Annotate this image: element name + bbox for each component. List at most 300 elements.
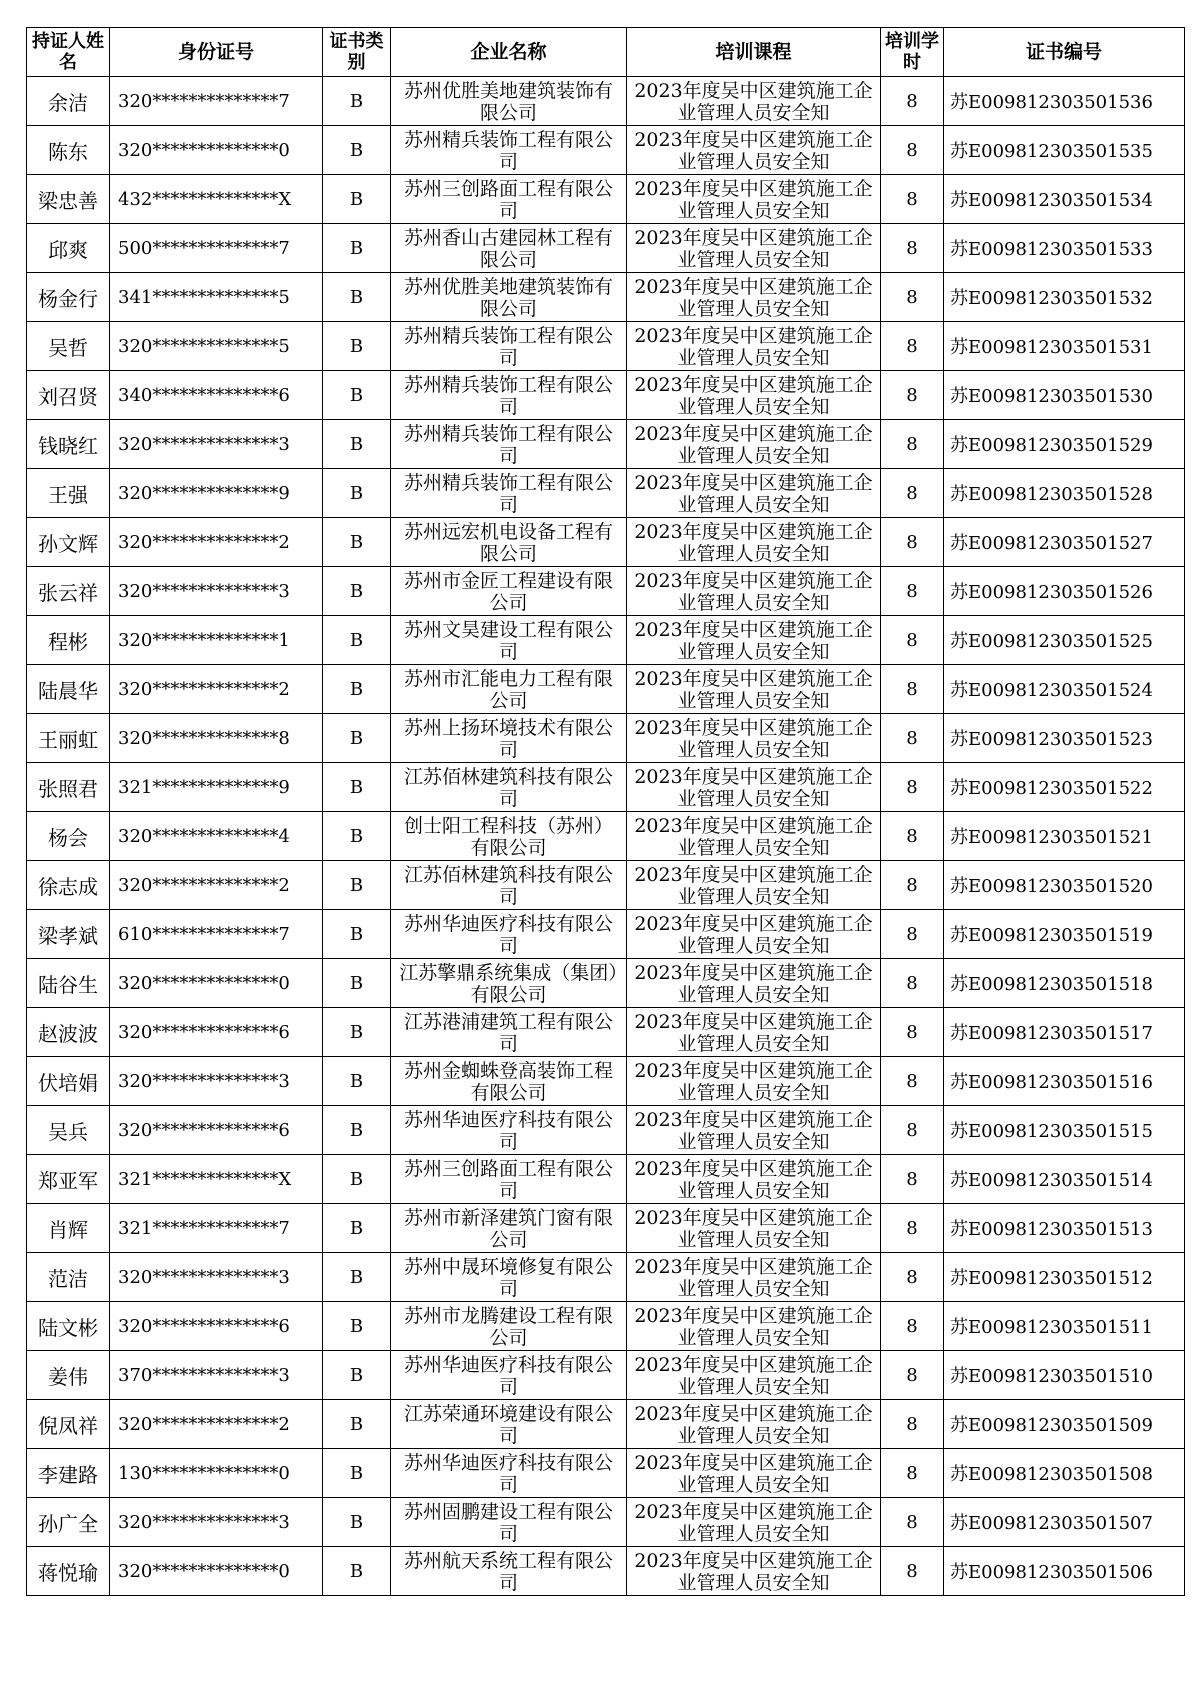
company-name-cell (391, 1302, 627, 1351)
certificate-number-cell: 苏E009812303501513 (944, 1204, 1185, 1253)
training-hours-cell: 8 (881, 469, 944, 518)
company-name-cell-text: 苏州精兵装饰工程有限公司 (403, 374, 613, 418)
certificate-number-cell: 苏E009812303501529 (944, 420, 1185, 469)
company-name-cell-text: 苏州华迪医疗科技有限公司 (403, 913, 613, 957)
training-hours-cell: 8 (881, 812, 944, 861)
training-hours-cell: 8 (881, 77, 944, 126)
training-course-cell (627, 1106, 881, 1155)
table-row (27, 1302, 1185, 1351)
company-name-cell (391, 910, 627, 959)
holder-name-cell: 陆晨华 (27, 665, 110, 714)
company-name-cell-text: 苏州精兵装饰工程有限公司 (403, 423, 613, 467)
id-number-cell: 320**************0 (110, 126, 323, 175)
training-course-cell (627, 1547, 881, 1596)
table-header (27, 28, 1185, 77)
certificate-category-cell: B (323, 469, 391, 518)
id-number-cell: 320**************2 (110, 665, 323, 714)
training-course-cell (627, 1498, 881, 1547)
training-course-cell (627, 959, 881, 1008)
training-course-cell-text: 2023年度吴中区建筑施工企业管理人员安全知 (634, 1305, 873, 1349)
training-course-cell (627, 1351, 881, 1400)
certificate-number-cell: 苏E009812303501532 (944, 273, 1185, 322)
holder-name-cell: 范洁 (27, 1253, 110, 1302)
training-hours-cell: 8 (881, 322, 944, 371)
certificate-number-cell: 苏E009812303501519 (944, 910, 1185, 959)
table-row (27, 175, 1185, 224)
table-row (27, 322, 1185, 371)
certificate-number-cell: 苏E009812303501508 (944, 1449, 1185, 1498)
certificate-category-cell: B (323, 1449, 391, 1498)
training-hours-cell: 8 (881, 1351, 944, 1400)
company-name-cell-text: 创士阳工程科技（苏州）有限公司 (403, 815, 613, 859)
holder-name-cell: 钱晓红 (27, 420, 110, 469)
training-course-cell-text: 2023年度吴中区建筑施工企业管理人员安全知 (634, 80, 873, 124)
company-name-cell-text: 苏州文昊建设工程有限公司 (403, 619, 613, 663)
training-course-cell (627, 665, 881, 714)
company-name-cell-text: 苏州固鹏建设工程有限公司 (403, 1501, 613, 1545)
holder-name-cell: 李建路 (27, 1449, 110, 1498)
company-name-cell (391, 518, 627, 567)
company-name-cell-text: 苏州优胜美地建筑装饰有限公司 (403, 80, 613, 124)
certificate-number-cell: 苏E009812303501535 (944, 126, 1185, 175)
company-name-cell-text: 苏州市新泽建筑门窗有限公司 (403, 1207, 613, 1251)
certificate-category-cell: B (323, 910, 391, 959)
training-course-cell (627, 224, 881, 273)
training-hours-cell: 8 (881, 175, 944, 224)
table-body (27, 77, 1185, 1596)
company-name-cell-text: 苏州金蜘蛛登高装饰工程有限公司 (403, 1060, 613, 1104)
training-hours-cell: 8 (881, 1155, 944, 1204)
id-number-cell: 340**************6 (110, 371, 323, 420)
certificate-number-cell: 苏E009812303501526 (944, 567, 1185, 616)
training-course-cell (627, 1008, 881, 1057)
training-course-cell-text: 2023年度吴中区建筑施工企业管理人员安全知 (634, 570, 873, 614)
certificate-number-cell: 苏E009812303501536 (944, 77, 1185, 126)
company-name-cell-text: 苏州三创路面工程有限公司 (403, 1158, 613, 1202)
holder-name-cell: 张云祥 (27, 567, 110, 616)
training-course-cell-text: 2023年度吴中区建筑施工企业管理人员安全知 (634, 962, 873, 1006)
company-name-cell-text: 江苏佰林建筑科技有限公司 (403, 864, 613, 908)
training-hours-cell: 8 (881, 1008, 944, 1057)
company-name-cell (391, 1449, 627, 1498)
training-course-cell (627, 714, 881, 763)
certificate-category-cell: B (323, 1253, 391, 1302)
id-number-cell: 321**************X (110, 1155, 323, 1204)
id-number-cell: 320**************0 (110, 1547, 323, 1596)
holder-name-cell: 梁孝斌 (27, 910, 110, 959)
training-course-cell-text: 2023年度吴中区建筑施工企业管理人员安全知 (634, 864, 873, 908)
training-hours-cell: 8 (881, 910, 944, 959)
company-name-cell (391, 1351, 627, 1400)
training-hours-cell: 8 (881, 1253, 944, 1302)
table-row (27, 1449, 1185, 1498)
table-row (27, 1547, 1185, 1596)
training-course-cell (627, 273, 881, 322)
id-number-cell: 320**************3 (110, 1057, 323, 1106)
company-name-cell (391, 812, 627, 861)
training-hours-cell: 8 (881, 616, 944, 665)
certificate-number-cell: 苏E009812303501514 (944, 1155, 1185, 1204)
certificate-number-cell: 苏E009812303501506 (944, 1547, 1185, 1596)
certificate-category-cell: B (323, 665, 391, 714)
holder-name-cell: 陆文彬 (27, 1302, 110, 1351)
certificate-number-cell: 苏E009812303501512 (944, 1253, 1185, 1302)
company-name-cell-text: 苏州远宏机电设备工程有限公司 (403, 521, 613, 565)
training-hours-cell: 8 (881, 1449, 944, 1498)
training-course-cell-text: 2023年度吴中区建筑施工企业管理人员安全知 (634, 815, 873, 859)
certificate-category-cell: B (323, 1498, 391, 1547)
header-id-number: 身份证号 (110, 28, 323, 77)
training-course-cell-text: 2023年度吴中区建筑施工企业管理人员安全知 (634, 521, 873, 565)
company-name-cell-text: 苏州华迪医疗科技有限公司 (403, 1109, 613, 1153)
certificate-category-cell: B (323, 1400, 391, 1449)
training-hours-cell: 8 (881, 1498, 944, 1547)
id-number-cell: 320**************3 (110, 420, 323, 469)
header-certificate-category: 证书类别 (323, 28, 391, 77)
company-name-cell-text: 苏州市龙腾建设工程有限公司 (403, 1305, 613, 1349)
certificate-category-cell: B (323, 1302, 391, 1351)
training-course-cell-text: 2023年度吴中区建筑施工企业管理人员安全知 (634, 1501, 873, 1545)
certificate-number-cell: 苏E009812303501507 (944, 1498, 1185, 1547)
training-course-cell (627, 1204, 881, 1253)
training-course-cell (627, 1302, 881, 1351)
id-number-cell: 370**************3 (110, 1351, 323, 1400)
company-name-cell (391, 1547, 627, 1596)
company-name-cell (391, 1204, 627, 1253)
company-name-cell-text: 苏州航天系统工程有限公司 (403, 1550, 613, 1594)
company-name-cell (391, 665, 627, 714)
training-hours-cell: 8 (881, 371, 944, 420)
table-row (27, 812, 1185, 861)
certificate-number-cell: 苏E009812303501531 (944, 322, 1185, 371)
training-hours-cell: 8 (881, 1400, 944, 1449)
holder-name-cell: 刘召贤 (27, 371, 110, 420)
table-row (27, 959, 1185, 1008)
table-row (27, 1400, 1185, 1449)
holder-name-cell: 陆谷生 (27, 959, 110, 1008)
company-name-cell-text: 苏州华迪医疗科技有限公司 (403, 1452, 613, 1496)
company-name-cell-text: 苏州市金匠工程建设有限公司 (403, 570, 613, 614)
training-course-cell-text: 2023年度吴中区建筑施工企业管理人员安全知 (634, 276, 873, 320)
table-row (27, 371, 1185, 420)
certificate-number-cell: 苏E009812303501534 (944, 175, 1185, 224)
training-hours-cell: 8 (881, 567, 944, 616)
id-number-cell: 320**************2 (110, 518, 323, 567)
training-course-cell-text: 2023年度吴中区建筑施工企业管理人员安全知 (634, 668, 873, 712)
training-course-cell (627, 175, 881, 224)
training-course-cell-text: 2023年度吴中区建筑施工企业管理人员安全知 (634, 374, 873, 418)
header-company-name: 企业名称 (391, 28, 627, 77)
table-row (27, 126, 1185, 175)
table-row (27, 1106, 1185, 1155)
table-row (27, 616, 1185, 665)
training-hours-cell: 8 (881, 1057, 944, 1106)
company-name-cell-text: 苏州中晟环境修复有限公司 (403, 1256, 613, 1300)
certificate-category-cell: B (323, 273, 391, 322)
certificate-number-cell: 苏E009812303501516 (944, 1057, 1185, 1106)
certificate-number-cell: 苏E009812303501530 (944, 371, 1185, 420)
training-course-cell (627, 371, 881, 420)
training-course-cell-text: 2023年度吴中区建筑施工企业管理人员安全知 (634, 1550, 873, 1594)
certificate-number-cell: 苏E009812303501527 (944, 518, 1185, 567)
id-number-cell: 320**************8 (110, 714, 323, 763)
certificate-table (26, 27, 1185, 1596)
table-row (27, 273, 1185, 322)
company-name-cell-text: 苏州优胜美地建筑装饰有限公司 (403, 276, 613, 320)
holder-name-cell: 杨会 (27, 812, 110, 861)
training-hours-cell: 8 (881, 273, 944, 322)
training-course-cell (627, 126, 881, 175)
id-number-cell: 320**************2 (110, 861, 323, 910)
company-name-cell (391, 1155, 627, 1204)
company-name-cell-text: 苏州市汇能电力工程有限公司 (403, 668, 613, 712)
id-number-cell: 320**************9 (110, 469, 323, 518)
id-number-cell: 130**************0 (110, 1449, 323, 1498)
holder-name-cell: 徐志成 (27, 861, 110, 910)
training-course-cell (627, 910, 881, 959)
company-name-cell (391, 1498, 627, 1547)
training-course-cell (627, 861, 881, 910)
id-number-cell: 320**************2 (110, 1400, 323, 1449)
training-course-cell (627, 322, 881, 371)
table-row (27, 910, 1185, 959)
company-name-cell (391, 616, 627, 665)
training-hours-cell: 8 (881, 1106, 944, 1155)
holder-name-cell: 肖辉 (27, 1204, 110, 1253)
certificate-category-cell: B (323, 1106, 391, 1155)
training-course-cell-text: 2023年度吴中区建筑施工企业管理人员安全知 (634, 1158, 873, 1202)
company-name-cell (391, 959, 627, 1008)
company-name-cell-text: 江苏港浦建筑工程有限公司 (403, 1011, 613, 1055)
training-course-cell (627, 518, 881, 567)
company-name-cell (391, 714, 627, 763)
certificate-category-cell: B (323, 322, 391, 371)
holder-name-cell: 郑亚军 (27, 1155, 110, 1204)
holder-name-cell: 梁忠善 (27, 175, 110, 224)
certificate-category-cell: B (323, 1351, 391, 1400)
id-number-cell: 320**************1 (110, 616, 323, 665)
training-course-cell (627, 616, 881, 665)
certificate-number-cell: 苏E009812303501518 (944, 959, 1185, 1008)
header-row (27, 28, 1185, 77)
table-row (27, 1253, 1185, 1302)
training-course-cell (627, 567, 881, 616)
certificate-category-cell: B (323, 126, 391, 175)
training-course-cell (627, 469, 881, 518)
training-hours-cell: 8 (881, 1302, 944, 1351)
holder-name-cell: 杨金行 (27, 273, 110, 322)
training-course-cell-text: 2023年度吴中区建筑施工企业管理人员安全知 (634, 1109, 873, 1153)
certificate-number-cell: 苏E009812303501521 (944, 812, 1185, 861)
header-training-hours: 培训学时 (881, 28, 944, 77)
training-course-cell-text: 2023年度吴中区建筑施工企业管理人员安全知 (634, 717, 873, 761)
training-course-cell-text: 2023年度吴中区建筑施工企业管理人员安全知 (634, 1354, 873, 1398)
company-name-cell (391, 763, 627, 812)
company-name-cell (391, 175, 627, 224)
company-name-cell-text: 苏州精兵装饰工程有限公司 (403, 129, 613, 173)
certificate-number-cell: 苏E009812303501515 (944, 1106, 1185, 1155)
table-row (27, 1057, 1185, 1106)
certificate-number-cell: 苏E009812303501510 (944, 1351, 1185, 1400)
header-certificate-number: 证书编号 (944, 28, 1185, 77)
training-course-cell-text: 2023年度吴中区建筑施工企业管理人员安全知 (634, 913, 873, 957)
training-hours-cell: 8 (881, 420, 944, 469)
training-course-cell-text: 2023年度吴中区建筑施工企业管理人员安全知 (634, 178, 873, 222)
training-hours-cell: 8 (881, 714, 944, 763)
table-row (27, 1204, 1185, 1253)
table-row (27, 1351, 1185, 1400)
certificate-number-cell: 苏E009812303501511 (944, 1302, 1185, 1351)
certificate-number-cell: 苏E009812303501528 (944, 469, 1185, 518)
certificate-category-cell: B (323, 1204, 391, 1253)
certificate-category-cell: B (323, 371, 391, 420)
table-row (27, 1008, 1185, 1057)
holder-name-cell: 吴兵 (27, 1106, 110, 1155)
certificate-category-cell: B (323, 518, 391, 567)
id-number-cell: 320**************3 (110, 1498, 323, 1547)
certificate-category-cell: B (323, 1547, 391, 1596)
id-number-cell: 320**************6 (110, 1008, 323, 1057)
training-course-cell (627, 812, 881, 861)
id-number-cell: 341**************5 (110, 273, 323, 322)
id-number-cell: 320**************3 (110, 567, 323, 616)
id-number-cell: 500**************7 (110, 224, 323, 273)
id-number-cell: 320**************3 (110, 1253, 323, 1302)
company-name-cell (391, 126, 627, 175)
holder-name-cell: 孙文辉 (27, 518, 110, 567)
table-row (27, 1498, 1185, 1547)
certificate-category-cell: B (323, 1008, 391, 1057)
holder-name-cell: 姜伟 (27, 1351, 110, 1400)
table-row (27, 1155, 1185, 1204)
holder-name-cell: 王丽虹 (27, 714, 110, 763)
training-course-cell-text: 2023年度吴中区建筑施工企业管理人员安全知 (634, 472, 873, 516)
certificate-category-cell: B (323, 861, 391, 910)
training-course-cell (627, 1449, 881, 1498)
training-hours-cell: 8 (881, 224, 944, 273)
training-hours-cell: 8 (881, 959, 944, 1008)
company-name-cell (391, 1253, 627, 1302)
table-row (27, 665, 1185, 714)
table-row (27, 518, 1185, 567)
holder-name-cell: 张照君 (27, 763, 110, 812)
training-hours-cell: 8 (881, 126, 944, 175)
certificate-category-cell: B (323, 616, 391, 665)
company-name-cell (391, 1400, 627, 1449)
id-number-cell: 320**************0 (110, 959, 323, 1008)
certificate-number-cell: 苏E009812303501520 (944, 861, 1185, 910)
id-number-cell: 320**************6 (110, 1302, 323, 1351)
holder-name-cell: 陈东 (27, 126, 110, 175)
training-course-cell-text: 2023年度吴中区建筑施工企业管理人员安全知 (634, 1403, 873, 1447)
certificate-number-cell: 苏E009812303501523 (944, 714, 1185, 763)
training-course-cell-text: 2023年度吴中区建筑施工企业管理人员安全知 (634, 1207, 873, 1251)
holder-name-cell: 余洁 (27, 77, 110, 126)
company-name-cell (391, 1106, 627, 1155)
training-hours-cell: 8 (881, 1547, 944, 1596)
certificate-number-cell: 苏E009812303501533 (944, 224, 1185, 273)
company-name-cell (391, 77, 627, 126)
training-course-cell (627, 763, 881, 812)
company-name-cell (391, 469, 627, 518)
training-course-cell-text: 2023年度吴中区建筑施工企业管理人员安全知 (634, 129, 873, 173)
training-course-cell-text: 2023年度吴中区建筑施工企业管理人员安全知 (634, 227, 873, 271)
certificate-number-cell: 苏E009812303501522 (944, 763, 1185, 812)
certificate-category-cell: B (323, 1057, 391, 1106)
certificate-category-cell: B (323, 714, 391, 763)
certificate-category-cell: B (323, 1155, 391, 1204)
header-training-course: 培训课程 (627, 28, 881, 77)
certificate-category-cell: B (323, 567, 391, 616)
table-row (27, 420, 1185, 469)
holder-name-cell: 赵波波 (27, 1008, 110, 1057)
table-row (27, 469, 1185, 518)
table-row (27, 763, 1185, 812)
training-hours-cell: 8 (881, 1204, 944, 1253)
certificate-category-cell: B (323, 224, 391, 273)
holder-name-cell: 王强 (27, 469, 110, 518)
id-number-cell: 320**************7 (110, 77, 323, 126)
header-holder-name: 持证人姓名 (27, 28, 110, 77)
training-course-cell (627, 1253, 881, 1302)
holder-name-cell: 蒋悦瑜 (27, 1547, 110, 1596)
table-row (27, 861, 1185, 910)
id-number-cell: 320**************5 (110, 322, 323, 371)
training-hours-cell: 8 (881, 665, 944, 714)
certificate-category-cell: B (323, 420, 391, 469)
training-course-cell-text: 2023年度吴中区建筑施工企业管理人员安全知 (634, 1060, 873, 1104)
training-course-cell-text: 2023年度吴中区建筑施工企业管理人员安全知 (634, 766, 873, 810)
holder-name-cell: 吴哲 (27, 322, 110, 371)
id-number-cell: 321**************9 (110, 763, 323, 812)
company-name-cell-text: 江苏荣通环境建设有限公司 (403, 1403, 613, 1447)
company-name-cell (391, 1057, 627, 1106)
training-hours-cell: 8 (881, 763, 944, 812)
training-course-cell-text: 2023年度吴中区建筑施工企业管理人员安全知 (634, 423, 873, 467)
training-course-cell-text: 2023年度吴中区建筑施工企业管理人员安全知 (634, 619, 873, 663)
company-name-cell-text: 苏州香山古建园林工程有限公司 (403, 227, 613, 271)
company-name-cell (391, 273, 627, 322)
certificate-category-cell: B (323, 959, 391, 1008)
certificate-number-cell: 苏E009812303501517 (944, 1008, 1185, 1057)
company-name-cell (391, 861, 627, 910)
company-name-cell (391, 1008, 627, 1057)
table-row (27, 224, 1185, 273)
company-name-cell-text: 苏州精兵装饰工程有限公司 (403, 325, 613, 369)
id-number-cell: 432**************X (110, 175, 323, 224)
certificate-category-cell: B (323, 175, 391, 224)
holder-name-cell: 孙广全 (27, 1498, 110, 1547)
training-course-cell-text: 2023年度吴中区建筑施工企业管理人员安全知 (634, 1256, 873, 1300)
company-name-cell (391, 371, 627, 420)
certificate-category-cell: B (323, 812, 391, 861)
table-row (27, 77, 1185, 126)
company-name-cell-text: 苏州上扬环境技术有限公司 (403, 717, 613, 761)
company-name-cell-text: 江苏擎鼎系统集成（集团）有限公司 (399, 962, 618, 1006)
holder-name-cell: 邱爽 (27, 224, 110, 273)
training-course-cell (627, 1155, 881, 1204)
id-number-cell: 321**************7 (110, 1204, 323, 1253)
training-course-cell (627, 1400, 881, 1449)
table-row (27, 567, 1185, 616)
holder-name-cell: 伏培娟 (27, 1057, 110, 1106)
company-name-cell-text: 苏州华迪医疗科技有限公司 (403, 1354, 613, 1398)
training-course-cell-text: 2023年度吴中区建筑施工企业管理人员安全知 (634, 1452, 873, 1496)
training-course-cell (627, 420, 881, 469)
company-name-cell (391, 322, 627, 371)
certificate-category-cell: B (323, 77, 391, 126)
training-hours-cell: 8 (881, 861, 944, 910)
